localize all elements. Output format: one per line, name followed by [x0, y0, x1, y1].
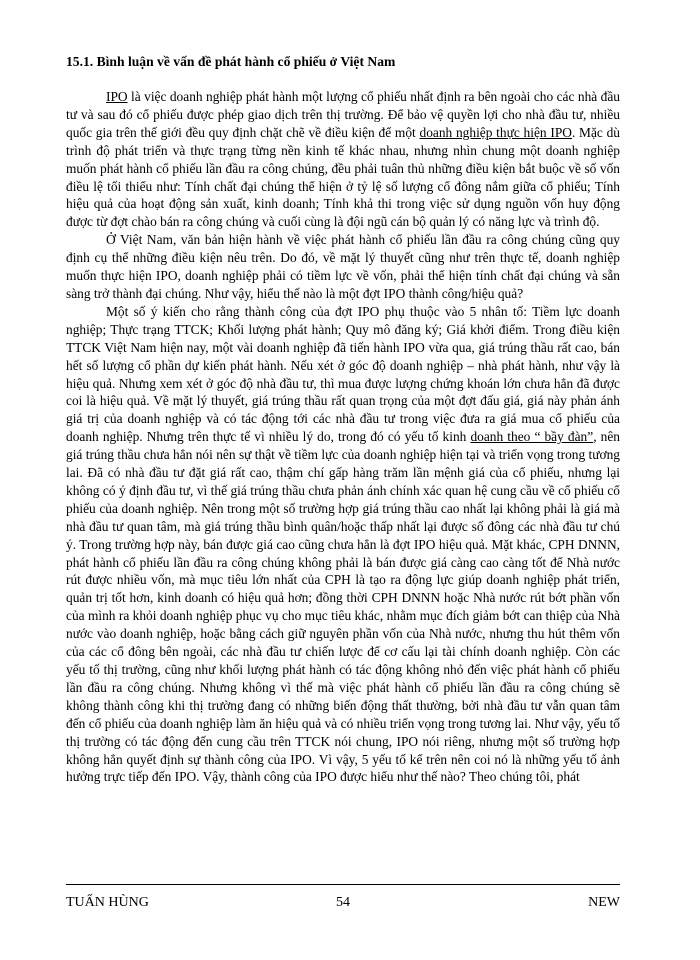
page-number: 54: [336, 895, 350, 910]
bay-dan-underlined: doanh theo “ bầy đàn”: [470, 429, 594, 445]
paragraph-1-text-a: là việc doanh nghiệp phát hành một lượng cổ phiếu nhất định ra bên ngoài cho các nhà đầu tư và sau đó cổ phiếu được phép giao dịch trên thị trường. Để bảo vệ quyền lợi cho nhà đầu tư, nhiều quốc gia trên thế giới đều quy định chặt chẽ về điều kiện để một: [66, 89, 620, 140]
footer-author: TUẤN HÙNG: [66, 895, 149, 910]
page-footer: [66, 894, 620, 914]
paragraph-1-text-b: . Mặc dù trình độ phát triển và thực trạng từng nền kinh tế khác nhau, nhưng nhìn chung một doanh nghiệp muốn phát hành cổ phiếu lần đầu ra công chúng, đều phải tuân thủ những điều kiện bắt buộc về số vốn điều lệ tối thiểu như: Tính chất đại chúng thể hiện ở tỷ lệ số lượng cổ đông nắm giữa cổ phiếu; Tính hiệu quả của hoạt động sản xuất, kinh doanh; Tính khả thi trong việc sử dụng nguồn vốn huy động được từ đợt chào bán ra công chúng và cuối cùng là đội ngũ cán bộ quản lý có năng lực và trình độ.: [66, 124, 621, 230]
footer-divider: [66, 884, 620, 885]
paragraph-2-text: Ở Việt Nam, văn bản hiện hành về việc phát hành cổ phiếu lần đầu ra công chúng cũng quy định cụ thể những điều kiện nêu trên. Do đó, về mặt lý thuyết cũng như trên thực tế, doanh nghiệp muốn thực hiện IPO, doanh nghiệp phải có tiềm lực về vốn, phải thể hiện tính chất đại chúng và sẵn sàng trở thành đại chúng. Như vậy, hiểu thế nào là một đợt IPO thành công/hiệu quả?: [66, 232, 620, 301]
paragraph-3-text-b: , nên giá trúng thầu chưa hẳn nói nên sự thật về tiềm lực của doanh nghiệp hiện tại và triển vọng trong tương lai. Đã có nhà đầu tư đặt giá rất cao, thậm chí gấp hàng trăm lần mệnh giá của cổ phiếu, nhưng lại không có ý định đầu tư, vì thế giá trúng thầu chưa phản ánh chính xác quan hệ cung cầu về cổ phiếu cổ phiếu của doanh nghiệp. Nên trong một số trường hợp giá trúng thầu cao nhất lại không phải là giá mà nhà đầu tư quan tâm, mà giá trúng thầu bình quân/hoặc thấp nhất lại được số đông các nhà đầu tư chú ý. Trong trường hợp này, bán được giá cao cũng chưa hẳn là đợt IPO hiệu quả. Mặt khác, CPH DNNN, phát hành cổ phiếu lần đầu ra công chúng không phải là bán được giá càng cao càng tốt để Nhà nước rút được nhiều vốn, mà mục tiêu lớn nhất của CPH là tạo ra động lực giúp doanh nghiệp phát triển, quản trị tốt hơn, kinh doanh có hiệu quả hơn; đồng thời CPH DNNN hoặc Nhà nước rút bớt phần vốn của mình ra khỏi doanh nghiệp phục vụ cho mục tiêu khác, nhằm mục đích giảm bớt can thiệp của Nhà nước vào doanh nghiệp, hoặc bằng cách giữ nguyên phần vốn của Nhà nước, nhưng thu hút thêm vốn của các cổ đông bên ngoài, các nhà đầu tư chiến lược để cơ cấu lại tài chính doanh nghiệp. Còn các yếu tố thị trường, cũng như khối lượng phát hành có tác động không nhỏ đến việc phát hành cổ phiếu lần đầu ra công chúng. Nhưng không vì thế mà việc phát hành cổ phiếu lần đầu ra công chúng sẽ không thành công khi thị trường đang có những biến động thất thường, bởi nhà đầu tư vẫn quan tâm đến cổ phiếu của doanh nghiệp làm ăn hiệu quả và có nhiều triển vọng trong tương lai. Như vậy, yếu tố thị trường có tác động đến cung cầu trên TTCK nói chung, IPO nói riêng, nhưng một số trường hợp không hẳn quyết định sự thành công của IPO. Vì vậy, 5 yếu tố kể trên nên coi nó là những yếu tố ảnh hưởng trực tiếp đến IPO. Vậy, thành công của IPO được hiểu như thế nào? Theo chúng tôi, phát: [66, 429, 620, 785]
footer-label: NEW: [588, 895, 620, 910]
body-text: [66, 88, 620, 786]
section-heading: 15.1. Bình luận về vấn đề phát hành cổ phiếu ở Việt Nam: [66, 54, 396, 69]
doanh-nghiep-ipo-underlined: doanh nghiệp thực hiện IPO: [419, 124, 572, 140]
ipo-link-text: IPO: [106, 89, 128, 104]
paragraph-3-text-a: Một số ý kiến cho rằng thành công của đợt IPO phụ thuộc vào 5 nhân tố: Tiềm lực doanh nghiệp; Thực trạng TTCK; Khối lượng phát hành; Quy mô đăng ký; Giá khởi điểm. Trong điều kiện TTCK Việt Nam hiện nay, một vài doanh nghiệp đã tiến hành IPO vừa qua, giá trúng thầu rất cao, bán hết số lượng cổ phần dự kiến phát hành. Nếu xét ở góc độ doanh nghiệp – nhà phát hành, như vậy là hiệu quả. Nhưng xem xét ở góc độ nhà đầu tư, thì mua được lượng chứng khoán lớn chưa hẳn đã được coi là hiệu quả. Về mặt lý thuyết, giá trúng thầu rất quan trọng của một đợt đấu giá, giá này phản ánh giá trị của doanh nghiệp và có tác động tới các nhà đầu tư trong việc đưa ra giá mua cổ phiếu của doanh nghiệp. Nhưng trên thực tế vì nhiều lý do, trong đó có yếu tố kinh: [66, 303, 620, 445]
paragraph-3: [66, 303, 620, 786]
paragraph-2: [66, 231, 620, 303]
paragraph-1: [66, 88, 620, 231]
